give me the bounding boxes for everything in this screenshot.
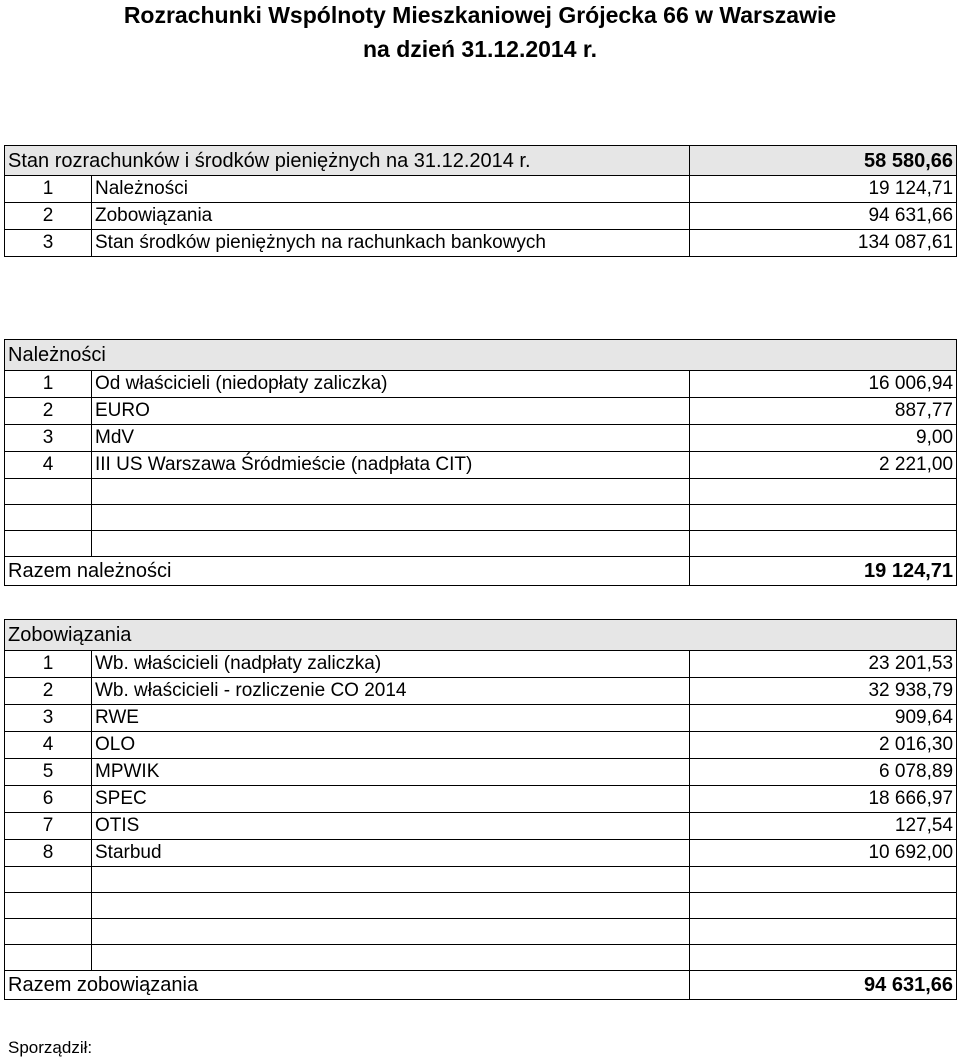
liabilities-heading: Zobowiązania <box>5 620 957 651</box>
row-number: 1 <box>5 371 92 398</box>
row-value: 94 631,66 <box>690 203 957 230</box>
row-label: Stan środków pieniężnych na rachunkach bankowych <box>92 230 690 257</box>
section-heading-row <box>5 340 957 371</box>
document-title: Rozrachunki Wspólnoty Mieszkaniowej Grójecka 66 w Warszawie <box>123 2 837 28</box>
document-date: na dzień 31.12.2014 r. <box>363 36 597 62</box>
row-label: Wb. właścicieli (nadpłaty zaliczka) <box>92 651 690 678</box>
row-label: Od właścicieli (niedopłaty zaliczka) <box>92 371 690 398</box>
row-value: 6 078,89 <box>690 759 957 786</box>
empty-row <box>5 531 957 557</box>
row-label: OLO <box>92 732 690 759</box>
table-row <box>5 732 957 759</box>
table-row <box>5 398 957 425</box>
row-number: 1 <box>5 651 92 678</box>
liabilities-total-label: Razem zobowiązania <box>5 971 690 1000</box>
row-number: 3 <box>5 425 92 452</box>
table-row <box>5 371 957 398</box>
table-row <box>5 705 957 732</box>
empty-row <box>5 945 957 971</box>
row-label: III US Warszawa Śródmieście (nadpłata CIT) <box>92 452 690 479</box>
table-row <box>5 678 957 705</box>
row-number: 6 <box>5 786 92 813</box>
prepared-by-label: Sporządził: <box>8 1038 93 1057</box>
summary-heading: Stan rozrachunków i środków pieniężnych na 31.12.2014 r. <box>5 146 690 176</box>
table-row <box>5 786 957 813</box>
row-value: 23 201,53 <box>690 651 957 678</box>
row-number: 2 <box>5 678 92 705</box>
row-value: 32 938,79 <box>690 678 957 705</box>
empty-row <box>5 867 957 893</box>
table-row <box>5 759 957 786</box>
row-number: 2 <box>5 203 92 230</box>
empty-row <box>5 893 957 919</box>
row-value: 9,00 <box>690 425 957 452</box>
row-number: 2 <box>5 398 92 425</box>
row-value: 16 006,94 <box>690 371 957 398</box>
row-value: 2 221,00 <box>690 452 957 479</box>
liabilities-table <box>4 619 957 1000</box>
receivables-total-label: Razem należności <box>5 557 690 586</box>
receivables-table <box>4 339 957 586</box>
table-row <box>5 230 957 257</box>
row-value: 19 124,71 <box>690 176 957 203</box>
row-label: Wb. właścicieli - rozliczenie CO 2014 <box>92 678 690 705</box>
row-number: 8 <box>5 840 92 867</box>
table-row <box>5 203 957 230</box>
row-number: 3 <box>5 705 92 732</box>
table-row <box>5 425 957 452</box>
row-label: MPWIK <box>92 759 690 786</box>
row-number: 1 <box>5 176 92 203</box>
total-row <box>5 557 957 586</box>
table-row <box>5 813 957 840</box>
empty-row <box>5 479 957 505</box>
row-number: 7 <box>5 813 92 840</box>
table-row <box>5 452 957 479</box>
row-label: SPEC <box>92 786 690 813</box>
liabilities-total-value: 94 631,66 <box>690 971 957 1000</box>
receivables-heading: Należności <box>5 340 957 371</box>
summary-heading-value: 58 580,66 <box>690 146 957 176</box>
table-row <box>5 651 957 678</box>
summary-table <box>4 145 957 257</box>
empty-row <box>5 505 957 531</box>
row-label: RWE <box>92 705 690 732</box>
total-row <box>5 971 957 1000</box>
row-label: Starbud <box>92 840 690 867</box>
row-value: 909,64 <box>690 705 957 732</box>
row-number: 3 <box>5 230 92 257</box>
row-label: Zobowiązania <box>92 203 690 230</box>
receivables-total-value: 19 124,71 <box>690 557 957 586</box>
empty-row <box>5 919 957 945</box>
section-heading-row <box>5 620 957 651</box>
row-value: 18 666,97 <box>690 786 957 813</box>
row-number: 4 <box>5 452 92 479</box>
row-label: MdV <box>92 425 690 452</box>
row-number: 4 <box>5 732 92 759</box>
summary-heading-row <box>5 146 957 176</box>
row-value: 127,54 <box>690 813 957 840</box>
row-value: 2 016,30 <box>690 732 957 759</box>
row-label: EURO <box>92 398 690 425</box>
row-value: 887,77 <box>690 398 957 425</box>
row-label: Należności <box>92 176 690 203</box>
table-row <box>5 176 957 203</box>
table-row <box>5 840 957 867</box>
row-label: OTIS <box>92 813 690 840</box>
row-value: 134 087,61 <box>690 230 957 257</box>
row-number: 5 <box>5 759 92 786</box>
row-value: 10 692,00 <box>690 840 957 867</box>
